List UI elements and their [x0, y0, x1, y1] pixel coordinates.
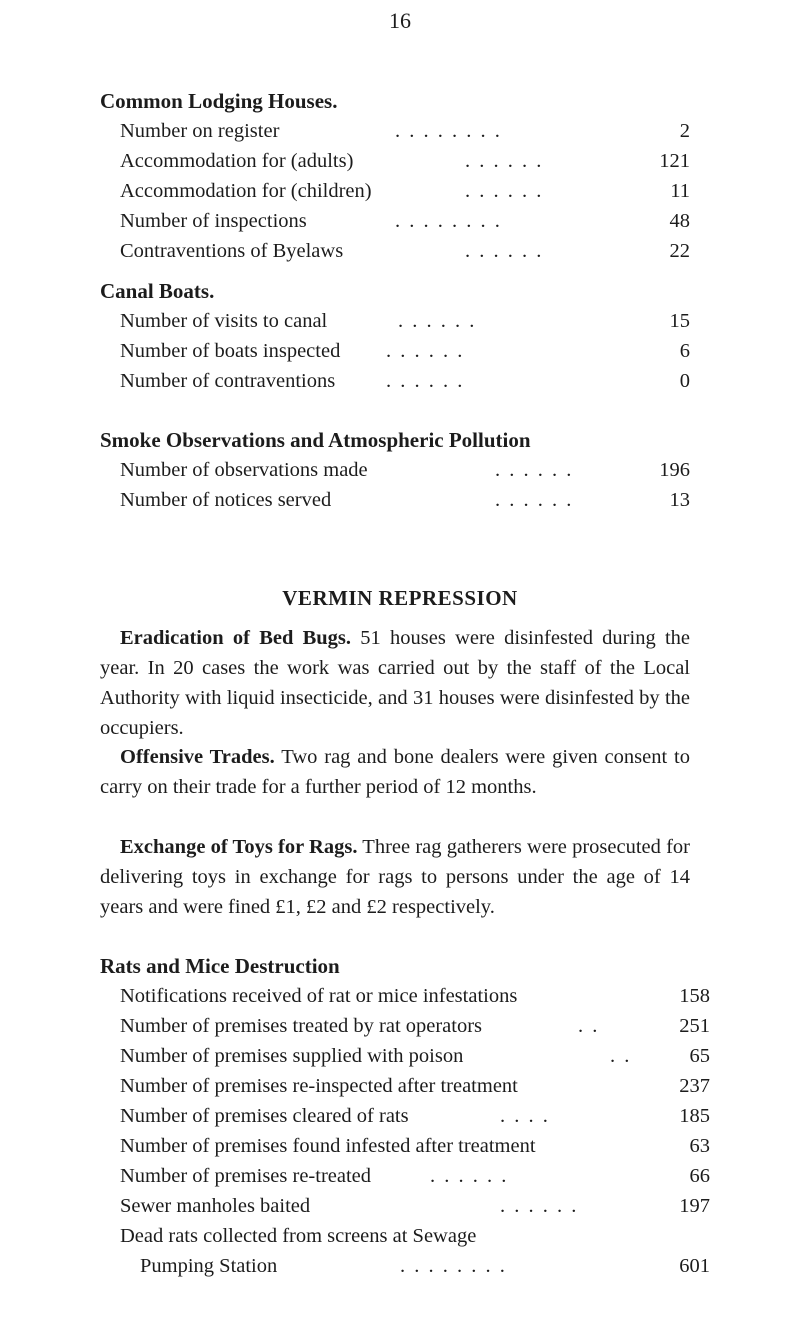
row-label: Notifications received of rat or mice infestations: [120, 985, 518, 1007]
row-label: Accommodation for (adults): [120, 150, 354, 172]
canal-row: [100, 306, 690, 336]
row-dots: . . . . . .: [495, 489, 574, 511]
bed-bugs-lead: Eradication of Bed Bugs.: [120, 627, 352, 649]
canal-section: [100, 276, 690, 396]
row-value: 66: [689, 1165, 710, 1187]
rats-row: [100, 1011, 710, 1041]
row-label: Number of boats inspected: [120, 340, 341, 362]
row-label: Sewer manholes baited: [120, 1195, 311, 1217]
canal-row: [100, 336, 690, 366]
row-dots: . . . . . . . .: [400, 1255, 507, 1277]
row-value: 0: [679, 370, 690, 392]
row-value: 63: [689, 1135, 710, 1157]
row-dots: . . . . . .: [386, 370, 465, 392]
row-label: Number of contraventions: [120, 370, 336, 392]
offensive-trades-text: Two rag and bone dealers were given consent to carry on their trade for a further period of 12 months.: [100, 746, 690, 798]
offensive-trades-paragraph: [100, 742, 690, 802]
rats-row-dead-rats-cont: [100, 1251, 710, 1281]
lodging-section: [100, 86, 690, 266]
row-label: Accommodation for (children): [120, 180, 372, 202]
vermin-title: VERMIN REPRESSION: [282, 586, 518, 610]
row-dots: . . . . . .: [495, 459, 574, 481]
row-label: Number of visits to canal: [120, 310, 328, 332]
rats-row: [100, 981, 710, 1011]
row-dots: . . . . . .: [500, 1195, 579, 1217]
row-label: Number of premises re-inspected after treatment: [120, 1075, 518, 1097]
row-label: Number on register: [120, 120, 280, 142]
rats-heading: Rats and Mice Destruction: [100, 954, 340, 978]
row-label: Number of premises supplied with poison: [120, 1045, 464, 1067]
row-dots: . . . . . .: [465, 240, 544, 262]
rats-row-dead-rats: [100, 1221, 710, 1251]
smoke-row: [100, 485, 690, 515]
lodging-row: [100, 236, 690, 266]
rats-row: [100, 1131, 710, 1161]
rats-row: [100, 1101, 710, 1131]
lodging-row: [100, 176, 690, 206]
rats-section: [100, 951, 710, 1281]
row-value: 197: [679, 1195, 710, 1217]
page-number: 16: [389, 8, 411, 33]
rats-row: [100, 1161, 710, 1191]
row-value: 15: [669, 310, 690, 332]
row-dots: . . . . . .: [430, 1165, 509, 1187]
row-value: 6: [679, 340, 690, 362]
row-value: 2: [679, 120, 690, 142]
smoke-section: [100, 425, 690, 515]
row-label: Number of observations made: [120, 459, 368, 481]
row-dots: . . . .: [500, 1105, 550, 1127]
canal-heading: Canal Boats.: [100, 279, 215, 303]
row-value: 121: [659, 150, 690, 172]
rats-row: [100, 1041, 710, 1071]
rats-row: [100, 1191, 710, 1221]
bed-bugs-text: 51 houses were disinfested during the year. In 20 cases the work was carried out by the staff of the Local Authority with liquid insecticide, and 31 houses were disinfested by the occupiers.: [100, 627, 690, 739]
row-label: Number of premises treated by rat operators: [120, 1015, 483, 1037]
row-dots: . . . . . .: [465, 180, 544, 202]
row-label: Number of premises cleared of rats: [120, 1105, 409, 1127]
row-value: 158: [679, 985, 710, 1007]
row-value: 22: [669, 240, 690, 262]
lodging-row: [100, 206, 690, 236]
exchange-paragraph: [100, 832, 690, 922]
row-dots: . . . . . . . .: [395, 210, 502, 232]
row-value: 11: [670, 180, 690, 202]
row-label: Dead rats collected from screens at Sewage: [120, 1225, 477, 1247]
row-label: Number of inspections: [120, 210, 307, 232]
row-label: Pumping Station: [140, 1255, 278, 1277]
row-value: 65: [689, 1045, 710, 1067]
row-label: Number of premises found infested after treatment: [120, 1135, 536, 1157]
lodging-row: [100, 116, 690, 146]
row-label: Number of premises re-treated: [120, 1165, 372, 1187]
row-dots: . .: [578, 1015, 600, 1037]
bed-bugs-paragraph: [100, 623, 690, 743]
row-dots: . .: [610, 1045, 632, 1067]
row-dots: . . . . . .: [386, 340, 465, 362]
row-value: 601: [679, 1255, 710, 1277]
row-dots: . . . . . .: [465, 150, 544, 172]
row-label: Contraventions of Byelaws: [120, 240, 344, 262]
row-value: 251: [679, 1015, 710, 1037]
row-dots: . . . . . . . .: [395, 120, 502, 142]
rats-row: [100, 1071, 710, 1101]
row-dots: . . . . . .: [398, 310, 477, 332]
canal-row: [100, 366, 690, 396]
row-value: 48: [669, 210, 690, 232]
row-value: 237: [679, 1075, 710, 1097]
smoke-row: [100, 455, 690, 485]
row-value: 185: [679, 1105, 710, 1127]
row-label: Number of notices served: [120, 489, 332, 511]
lodging-row: [100, 146, 690, 176]
smoke-heading: Smoke Observations and Atmospheric Pollution: [100, 428, 531, 452]
row-value: 13: [669, 489, 690, 511]
exchange-lead: Exchange of Toys for Rags.: [120, 836, 358, 858]
offensive-trades-lead: Offensive Trades.: [120, 746, 275, 768]
exchange-text: Three rag gatherers were prosecuted for delivering toys in exchange for rags to persons under the age of 14 years and were fined £1, £2 and £2 respectively.: [100, 836, 690, 918]
lodging-heading: Common Lodging Houses.: [100, 89, 338, 113]
row-value: 196: [659, 459, 690, 481]
